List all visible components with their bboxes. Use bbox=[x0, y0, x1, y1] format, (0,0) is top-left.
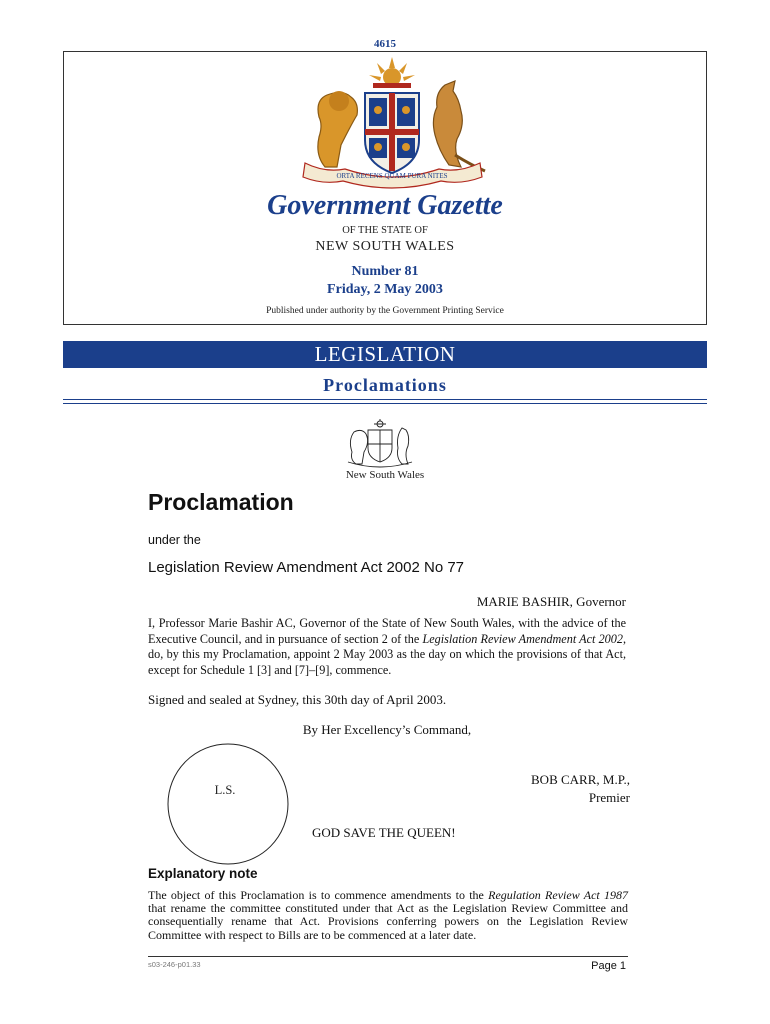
signed-sealed-line: Signed and sealed at Sydney, this 30th day of April 2003. bbox=[148, 692, 447, 707]
proclamation-title: Proclamation bbox=[148, 489, 294, 515]
note-text-end: that rename the committee constituted under that Act as the Legislation Review Committee and consequentially rename that Act. Provisions conferring powers on the Legislation Review Committee with respect to Bills are to be commenced at a later date. bbox=[148, 901, 628, 942]
section-divider bbox=[63, 399, 707, 400]
footer-reference-code: s03-246-p01.33 bbox=[148, 960, 201, 969]
gazette-title: Government Gazette bbox=[267, 190, 503, 221]
state-name: NEW SOUTH WALES bbox=[315, 239, 455, 254]
signer-name: BOB CARR, M.P., bbox=[531, 772, 630, 787]
proclamations-heading: Proclamations bbox=[323, 375, 447, 395]
legislation-banner: LEGISLATION bbox=[63, 341, 707, 368]
explanatory-note-text bbox=[148, 889, 628, 942]
command-line: By Her Excellency’s Command, bbox=[302, 722, 472, 737]
note-act-name: Regulation Review Act 1987 bbox=[488, 888, 629, 902]
seal-label: L.S. bbox=[214, 783, 236, 797]
closing-line: GOD SAVE THE QUEEN! bbox=[312, 825, 456, 840]
body-text-start: I, Professor Marie Bashir AC, Governor of the State of New South Wales, with the advice of the Executive Council, and in pursuance of section 2 of the bbox=[148, 616, 626, 646]
proclamation-body bbox=[148, 616, 626, 678]
body-act-name: Legislation Review Amendment Act 2002 bbox=[422, 631, 623, 646]
issue-date: Friday, 2 May 2003 bbox=[327, 282, 443, 297]
body-text-end: , do, by this my Proclamation, appoint 2 May 2003 as the day on which the provisions of that Act, except for Schedule 1 [3] and [7]–[9], commence. bbox=[148, 631, 627, 677]
of-the-state-label: OF THE STATE OF bbox=[342, 225, 428, 236]
act-title: Legislation Review Amendment Act 2002 No 77 bbox=[148, 559, 465, 576]
issue-number: Number 81 bbox=[351, 264, 419, 279]
nsw-coat-of-arms-icon bbox=[285, 55, 500, 195]
crest-caption: New South Wales bbox=[345, 469, 425, 481]
seal-circle-icon bbox=[165, 742, 295, 868]
under-the-label: under the bbox=[148, 533, 201, 547]
explanatory-note-heading: Explanatory note bbox=[148, 866, 258, 881]
signer-title: Premier bbox=[588, 790, 630, 805]
governor-line: MARIE BASHIR, Governor bbox=[476, 594, 626, 609]
gazette-page-number: 4615 bbox=[374, 38, 396, 50]
crest-motto: ORTA RECENS QUAM PURA NITES bbox=[336, 172, 448, 180]
note-text-start: The object of this Proclamation is to commence amendments to the bbox=[148, 888, 489, 902]
nsw-crest-small-icon bbox=[340, 418, 420, 470]
section-divider-thin bbox=[63, 403, 707, 404]
footer-divider bbox=[148, 956, 628, 957]
published-by-line: Published under authority by the Government Printing Service bbox=[266, 306, 504, 316]
footer-page-number: Page 1 bbox=[591, 960, 626, 972]
